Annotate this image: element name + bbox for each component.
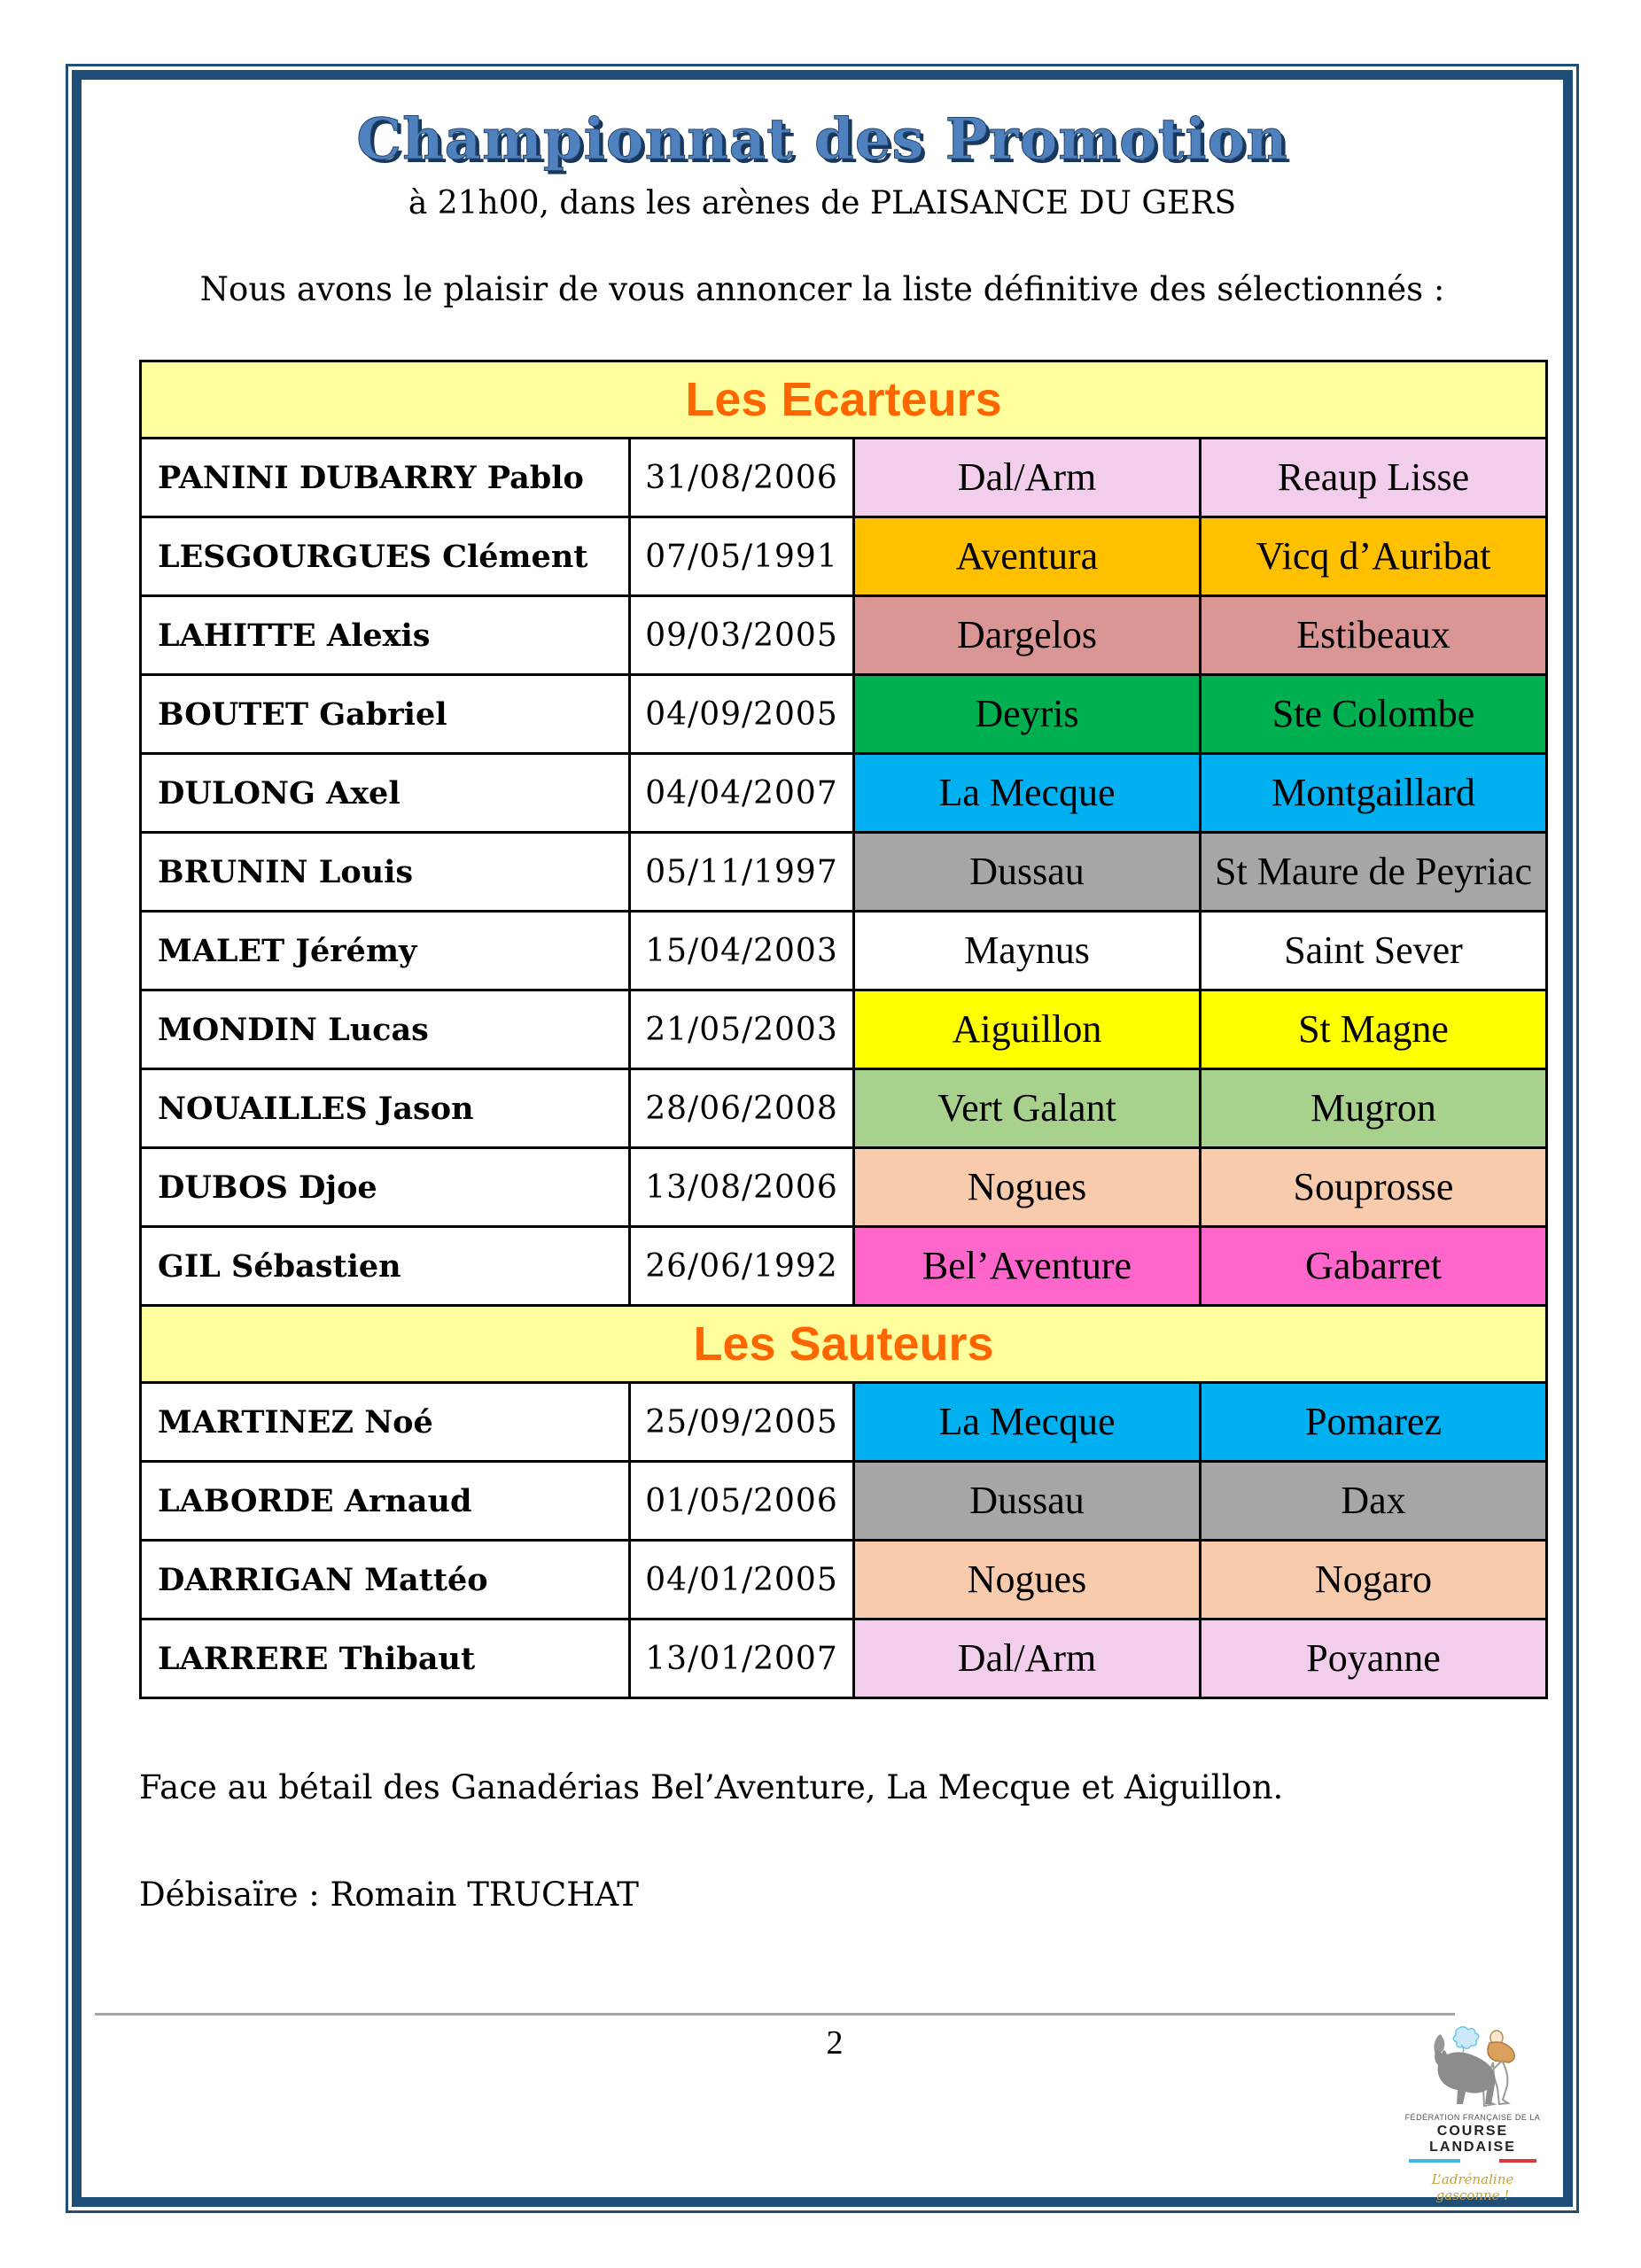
birthdate-cell: 01/05/2006 <box>630 1462 854 1541</box>
athlete-name-cell: NOUAILLES Jason <box>141 1069 630 1148</box>
logo-federation-line2: COURSE LANDAISE <box>1429 2124 1516 2155</box>
page-content <box>82 80 1563 2203</box>
logo-bar-red <box>1499 2159 1536 2163</box>
section-header: Les Sauteurs <box>141 1306 1547 1383</box>
table-row <box>141 990 1547 1069</box>
table-row <box>141 1541 1547 1619</box>
birthdate-cell: 21/05/2003 <box>630 990 854 1069</box>
section-header: Les Ecarteurs <box>141 361 1547 439</box>
table-row <box>141 1383 1547 1462</box>
logo-blue-scribble-icon <box>1453 2027 1479 2053</box>
footer-divider <box>95 2013 1455 2016</box>
ganaderia-cell: Nogues <box>854 1148 1201 1227</box>
intro-text: Nous avons le plaisir de vous annoncer la liste définitive des sélectionnés : <box>199 270 1445 308</box>
ganaderia-cell: La Mecque <box>854 1383 1201 1462</box>
page-border-inner <box>72 70 1573 2207</box>
debisaire-note: Débisaïre : Romain TRUCHAT <box>139 1876 639 1914</box>
section-header-row <box>141 361 1547 439</box>
table-row <box>141 912 1547 990</box>
selection-table <box>139 360 1548 1699</box>
table-row <box>141 439 1547 517</box>
town-cell: St Magne <box>1201 990 1547 1069</box>
logo-bar-blue <box>1409 2159 1460 2163</box>
town-cell: Nogaro <box>1201 1541 1547 1619</box>
athlete-name-cell: BOUTET Gabriel <box>141 675 630 754</box>
ganaderia-cell: Dussau <box>854 833 1201 912</box>
birthdate-cell: 13/08/2006 <box>630 1148 854 1227</box>
ganaderia-cell: Deyris <box>854 675 1201 754</box>
town-cell: Gabarret <box>1201 1227 1547 1306</box>
athlete-name-cell: PANINI DUBARRY Pablo <box>141 439 630 517</box>
ganaderia-cell: Dal/Arm <box>854 1619 1201 1698</box>
bottom-note: Face au bétail des Ganadérias Bel’Aventure, La Mecque et Aiguillon. <box>139 1768 1284 1806</box>
page-border-outer <box>66 64 1579 2213</box>
birthdate-cell: 04/04/2007 <box>630 754 854 833</box>
town-cell: Saint Sever <box>1201 912 1547 990</box>
town-cell: Ste Colombe <box>1201 675 1547 754</box>
birthdate-cell: 15/04/2003 <box>630 912 854 990</box>
birthdate-cell: 04/09/2005 <box>630 675 854 754</box>
birthdate-cell: 31/08/2006 <box>630 439 854 517</box>
logo-tagline: L’adrénaline gasconne ! <box>1431 2171 1514 2203</box>
ganaderia-cell: Dargelos <box>854 596 1201 675</box>
federation-logo <box>1402 2022 1544 2203</box>
athlete-name-cell: MONDIN Lucas <box>141 990 630 1069</box>
town-cell: Souprosse <box>1201 1148 1547 1227</box>
athlete-name-cell: LAHITTE Alexis <box>141 596 630 675</box>
selection-table-body <box>141 361 1547 1698</box>
athlete-name-cell: DULONG Axel <box>141 754 630 833</box>
athlete-name-cell: MARTINEZ Noé <box>141 1383 630 1462</box>
athlete-name-cell: GIL Sébastien <box>141 1227 630 1306</box>
athlete-name-cell: LESGOURGUES Clément <box>141 517 630 596</box>
town-cell: Poyanne <box>1201 1619 1547 1698</box>
ganaderia-cell: Dal/Arm <box>854 439 1201 517</box>
table-row <box>141 517 1547 596</box>
ganaderia-cell: La Mecque <box>854 754 1201 833</box>
ganaderia-cell: Nogues <box>854 1541 1201 1619</box>
town-cell: Reaup Lisse <box>1201 439 1547 517</box>
page-number: 2 <box>826 2024 844 2062</box>
section-header-row <box>141 1306 1547 1383</box>
page-title: Championnat des Promotion <box>356 106 1288 173</box>
town-cell: Pomarez <box>1201 1383 1547 1462</box>
logo-federation-line1: FÉDÉRATION FRANÇAISE DE LA <box>1404 2113 1541 2122</box>
athlete-name-cell: LARRERE Thibaut <box>141 1619 630 1698</box>
table-row <box>141 754 1547 833</box>
ganaderia-cell: Aiguillon <box>854 990 1201 1069</box>
town-cell: Estibeaux <box>1201 596 1547 675</box>
birthdate-cell: 25/09/2005 <box>630 1383 854 1462</box>
table-row <box>141 596 1547 675</box>
town-cell: Dax <box>1201 1462 1547 1541</box>
town-cell: Montgaillard <box>1201 754 1547 833</box>
table-row <box>141 1462 1547 1541</box>
birthdate-cell: 04/01/2005 <box>630 1541 854 1619</box>
table-row <box>141 1227 1547 1306</box>
page-subtitle: à 21h00, dans les arènes de PLAISANCE DU GERS <box>408 185 1237 221</box>
ganaderia-cell: Maynus <box>854 912 1201 990</box>
birthdate-cell: 07/05/1991 <box>630 517 854 596</box>
birthdate-cell: 09/03/2005 <box>630 596 854 675</box>
birthdate-cell: 28/06/2008 <box>630 1069 854 1148</box>
birthdate-cell: 26/06/1992 <box>630 1227 854 1306</box>
birthdate-cell: 05/11/1997 <box>630 833 854 912</box>
table-row <box>141 1148 1547 1227</box>
table-row <box>141 1619 1547 1698</box>
ganaderia-cell: Bel’Aventure <box>854 1227 1201 1306</box>
athlete-name-cell: DUBOS Djoe <box>141 1148 630 1227</box>
town-cell: Mugron <box>1201 1069 1547 1148</box>
table-row <box>141 675 1547 754</box>
town-cell: St Maure de Peyriac <box>1201 833 1547 912</box>
federation-logo-sketch <box>1415 2022 1530 2107</box>
ganaderia-cell: Dussau <box>854 1462 1201 1541</box>
ganaderia-cell: Aventura <box>854 517 1201 596</box>
table-row <box>141 1069 1547 1148</box>
table-row <box>141 833 1547 912</box>
athlete-name-cell: BRUNIN Louis <box>141 833 630 912</box>
athlete-name-cell: DARRIGAN Mattéo <box>141 1541 630 1619</box>
logo-color-bars <box>1409 2159 1536 2163</box>
birthdate-cell: 13/01/2007 <box>630 1619 854 1698</box>
athlete-name-cell: LABORDE Arnaud <box>141 1462 630 1541</box>
ganaderia-cell: Vert Galant <box>854 1069 1201 1148</box>
town-cell: Vicq d’Auribat <box>1201 517 1547 596</box>
athlete-name-cell: MALET Jérémy <box>141 912 630 990</box>
